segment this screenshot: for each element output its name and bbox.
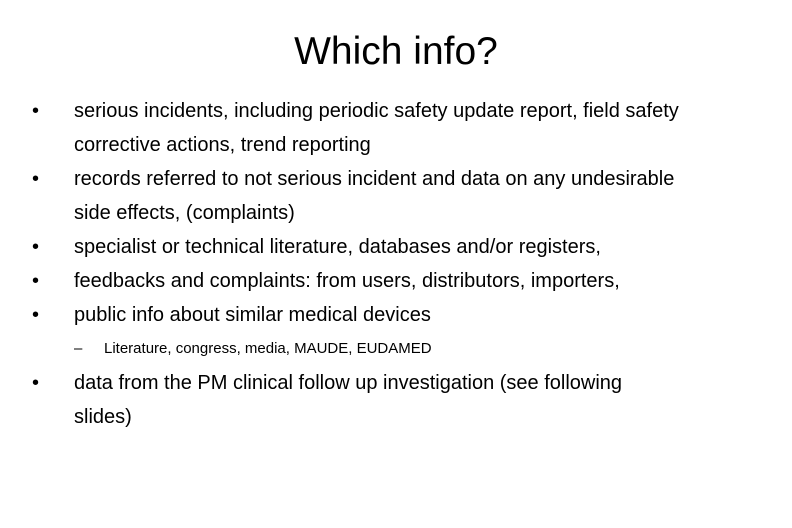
bullet-marker: • — [32, 372, 40, 394]
bullet-text-line: public info about similar medical devices — [74, 304, 431, 326]
bullet-text-line: serious incidents, including periodic safety update report, field safety — [74, 100, 679, 122]
sub-bullet-list — [74, 336, 762, 362]
bullet-text-line: data from the PM clinical follow up investigation (see following — [74, 372, 623, 394]
bullet-text-line: feedbacks and complaints: from users, distributors, importers, — [74, 270, 620, 292]
bullet-marker: • — [32, 270, 40, 292]
bullet-item — [32, 366, 762, 434]
bullet-marker: • — [32, 304, 40, 326]
bullet-item — [32, 162, 762, 230]
sub-bullet-marker: – — [74, 340, 83, 357]
bullet-text-line: slides) — [74, 406, 132, 428]
bullet-text-line: records referred to not serious incident and data on any undesirable — [74, 168, 675, 190]
bullet-text-line: corrective actions, trend reporting — [74, 134, 371, 156]
sub-bullet-item — [74, 336, 762, 362]
bullet-item — [32, 230, 762, 264]
bullet-list — [32, 94, 762, 434]
bullet-marker: • — [32, 100, 40, 122]
bullet-text-line: side effects, (complaints) — [74, 202, 295, 224]
bullet-item — [32, 264, 762, 298]
bullet-item — [32, 298, 762, 362]
bullet-text-line: specialist or technical literature, databases and/or registers, — [74, 236, 601, 258]
slide-title: Which info? — [294, 30, 498, 73]
bullet-marker: • — [32, 236, 40, 258]
bullet-item — [32, 94, 762, 162]
bullet-marker: • — [32, 168, 40, 190]
sub-bullet-text: Literature, congress, media, MAUDE, EUDAMED — [104, 340, 432, 357]
